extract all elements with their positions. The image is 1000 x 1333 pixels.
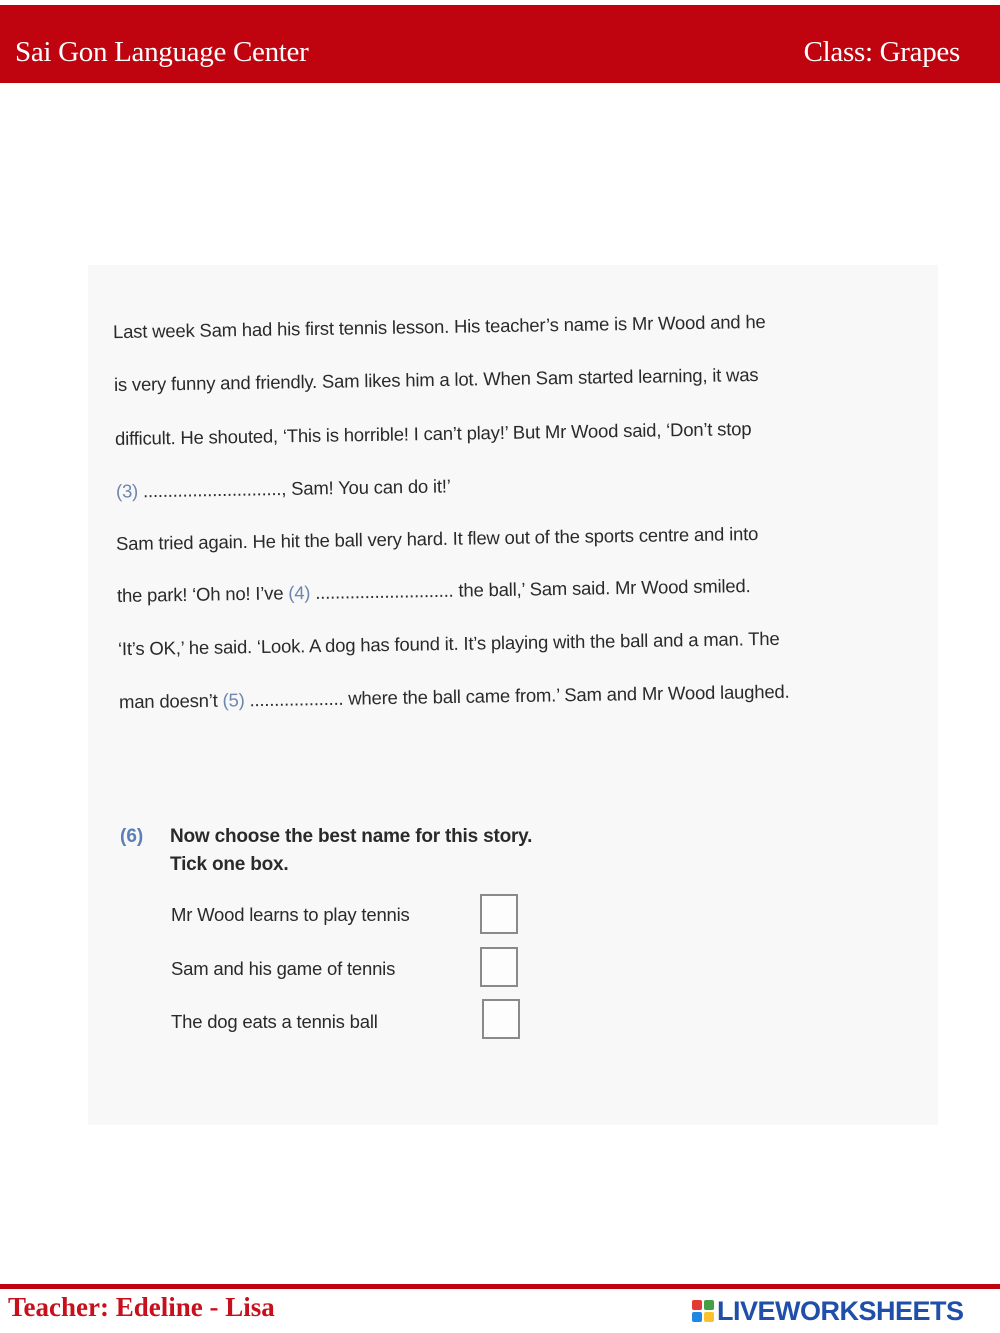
logo-text: LIVEWORKSHEETS [717, 1295, 964, 1326]
class-name: Class: Grapes [803, 36, 960, 68]
school-name: Sai Gon Language Center [15, 36, 309, 68]
teacher-name: Teacher: Edeline - Lisa [8, 1292, 275, 1322]
story-line-3: difficult. He shouted, ‘This is horrible! I can’t play!’ But Mr Wood said, ‘Don’t stop [114, 418, 752, 449]
story-text: the park! ‘Oh no! I’ve [116, 582, 289, 606]
tick-box-1[interactable] [480, 894, 518, 934]
tick-box-2[interactable] [480, 947, 518, 987]
story-line-2: is very funny and friendly. Sam likes him a lot. When Sam started learning, it was [113, 363, 759, 396]
gap-blank-5: ................... where the ball came from.’ Sam and Mr Wood laughed. [244, 680, 790, 711]
liveworksheets-logo [692, 1296, 964, 1326]
gap-number-4: (4) [288, 581, 311, 604]
question-instruction: Tick one box. [170, 854, 289, 875]
logo-grid-icon [692, 1300, 714, 1322]
header-bar [0, 5, 1000, 83]
story-line-5: Sam tried again. He hit the ball very hard. It flew out of the sports centre and into [115, 522, 759, 555]
story-line-7: ‘It’s OK,’ he said. ‘Look. A dog has found it. It’s playing with the ball and a man. The [117, 627, 780, 660]
option-label-2: Sam and his game of tennis [171, 958, 396, 979]
story-text: man doesn’t [118, 689, 223, 713]
footer-divider [0, 1284, 1000, 1289]
gap-number-5: (5) [222, 689, 245, 711]
story-line-1: Last week Sam had his first tennis lesson. His teacher’s name is Mr Wood and he [112, 310, 766, 343]
tick-box-3[interactable] [482, 999, 520, 1039]
gap-blank-4: ............................ the ball,’ Sam said. Mr Wood smiled. [310, 575, 751, 603]
option-label-1: Mr Wood learns to play tennis [171, 904, 410, 925]
gap-blank-3: ............................, Sam! You can do it!’ [137, 475, 451, 502]
question-heading [170, 823, 532, 879]
option-label-3: The dog eats a tennis ball [171, 1011, 378, 1032]
gap-number-3: (3) [115, 480, 139, 502]
question-number: (6) [120, 826, 144, 847]
question-title: Now choose the best name for this story. [170, 826, 533, 847]
